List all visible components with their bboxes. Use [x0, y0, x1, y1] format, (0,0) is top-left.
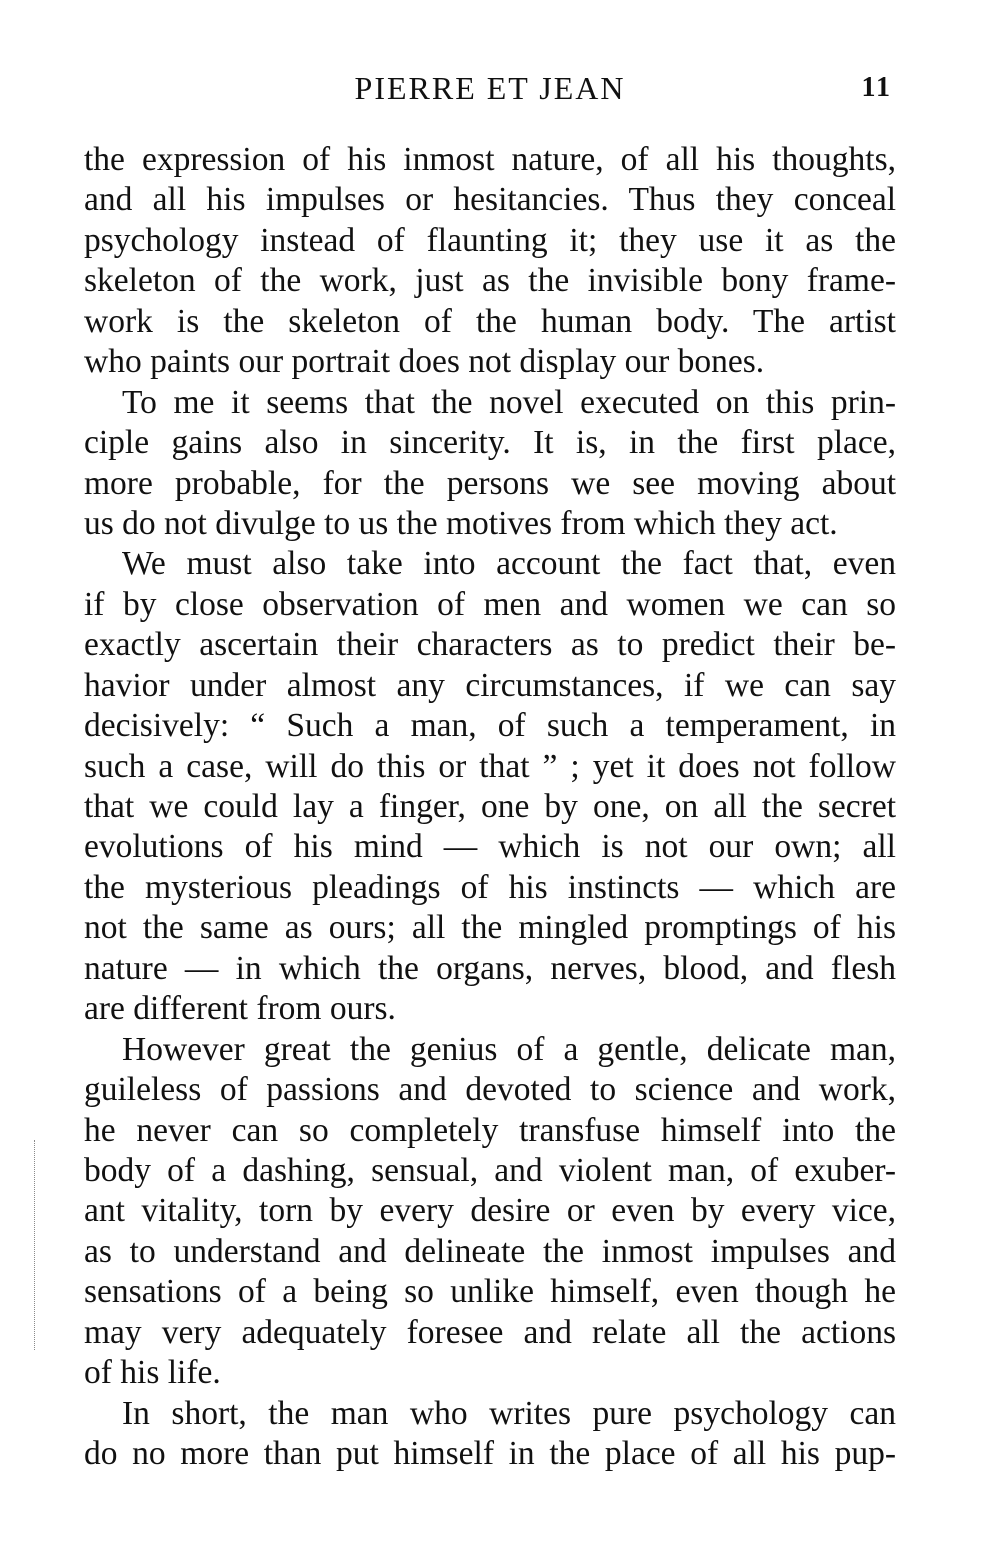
text-line: are different from ours.: [84, 990, 396, 1028]
text-line: if by close observation of men and women we can so: [84, 585, 896, 623]
text-line: psychology instead of flaunting it; they use it as the: [84, 221, 896, 259]
text-line: exactly ascertain their characters as to predict their be-: [84, 626, 896, 664]
text-line: he never can so completely transfuse himself into the: [84, 1111, 896, 1149]
text-line: as to understand and delineate the inmost impulses and: [84, 1232, 896, 1270]
text-line: In short, the man who writes pure psychology can: [122, 1394, 896, 1432]
text-line: us do not divulge to us the motives from which they act.: [84, 504, 838, 542]
text-line: that we could lay a finger, one by one, on all the secret: [84, 788, 896, 825]
text-line: guileless of passions and devoted to science and work,: [84, 1071, 896, 1109]
text-line: such a case, will do this or that ” ; yet it does not follow: [84, 747, 896, 785]
text-line: However great the genius of a gentle, delicate man,: [122, 1030, 896, 1068]
text-line: the expression of his inmost nature, of all his thoughts,: [84, 141, 896, 178]
text-line: the mysterious pleadings of his instincts — which are: [84, 868, 896, 906]
text-line: We must also take into account the fact that, even: [122, 545, 896, 583]
text-line: nature — in which the organs, nerves, blood, and flesh: [84, 949, 896, 987]
text-line: of his life.: [84, 1354, 221, 1392]
text-line: and all his impulses or hesitancies. Thus they conceal: [84, 181, 896, 219]
running-title: PIERRE ET JEAN: [354, 70, 626, 106]
margin-dotted-mark: [34, 1140, 35, 1350]
text-line: who paints our portrait does not display our bones.: [84, 343, 765, 381]
text-line: skeleton of the work, just as the invisible bony frame-: [84, 262, 896, 300]
text-line: ciple gains also in sincerity. It is, in the first place,: [84, 424, 896, 462]
text-line: havior under almost any circumstances, if we can say: [84, 666, 896, 704]
running-head: [84, 70, 896, 120]
text-line: evolutions of his mind — which is not our own; all: [84, 828, 896, 866]
text-line: work is the skeleton of the human body. The artist: [84, 302, 896, 340]
text-line: more probable, for the persons we see moving about: [84, 464, 896, 502]
text-line: body of a dashing, sensual, and violent man, of exuber-: [84, 1151, 896, 1189]
text-line: may very adequately foresee and relate all the actions: [84, 1313, 896, 1351]
page-number: 11: [861, 72, 892, 103]
text-line: decisively: “ Such a man, of such a temperament, in: [84, 707, 896, 745]
text-line: To me it seems that the novel executed on this prin-: [122, 383, 896, 421]
body-text: [84, 140, 896, 1474]
text-line: ant vitality, torn by every desire or even by every vice,: [84, 1192, 896, 1230]
text-line: do no more than put himself in the place of all his pup-: [84, 1435, 896, 1472]
text-line: not the same as ours; all the mingled promptings of his: [84, 909, 896, 947]
text-line: sensations of a being so unlike himself, even though he: [84, 1273, 896, 1311]
